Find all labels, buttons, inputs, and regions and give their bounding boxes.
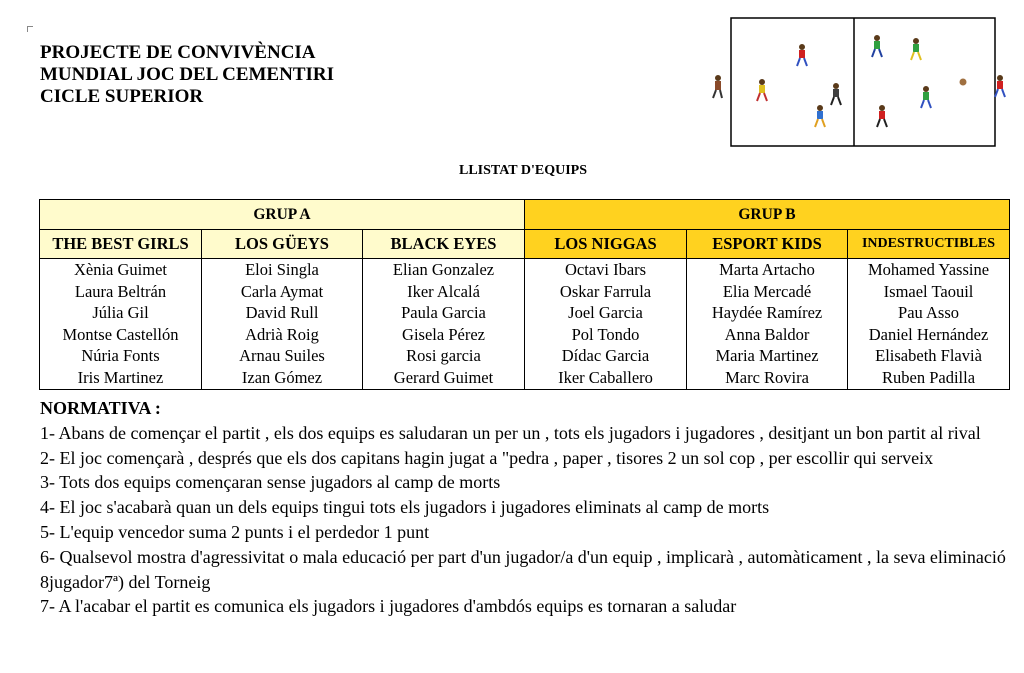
player-name: Mohamed Yassine: [868, 260, 990, 279]
page-corner-mark: [27, 26, 33, 32]
team-name: LOS NIGGAS: [525, 230, 687, 259]
team-roster: [848, 259, 1010, 390]
player-name: Iris Martinez: [77, 367, 164, 387]
player-name: Ismael Taouil: [883, 281, 974, 301]
player-name: Gerard Guimet: [393, 367, 494, 387]
player-name: Haydée Ramírez: [711, 303, 823, 322]
player-name: Pol Tondo: [571, 324, 640, 344]
player-name: David Rull: [245, 303, 319, 322]
player-name: Paula Garcia: [401, 303, 486, 322]
player-figure: [713, 75, 722, 98]
team-name: INDESTRUCTIBLES: [848, 230, 1010, 259]
player-name: Marc Rovira: [725, 367, 809, 387]
court-boundary: [731, 18, 995, 146]
rule-item: 6- Qualsevol mostra d'agressivitat o mala educació per part d'un jugador/a d'un equip , implicarà , automàticament , la seva eliminació 8jugador7ª) del Torneig: [40, 546, 1006, 592]
player-figure: [995, 75, 1005, 97]
team-roster: [40, 259, 202, 390]
team-name: BLACK EYES: [363, 230, 525, 259]
player-name: Oskar Farrula: [559, 281, 652, 301]
ball: [960, 79, 967, 86]
court-illustration: [706, 16, 1022, 148]
team-roster: [687, 259, 848, 390]
player-name: Elisabeth Flavià: [875, 346, 982, 365]
player-name: Marta Artacho: [719, 260, 815, 279]
header-line-1: PROJECTE DE CONVIVÈNCIA: [40, 42, 316, 63]
rule-item: 2- El joc començarà , després que els dos capitans hagin jugat a "pedra , paper , tisores 2 un sol cop , per escollir qui serveix: [40, 447, 934, 468]
player-name: Pau Asso: [898, 303, 960, 322]
player-name: Octavi Ibars: [564, 260, 647, 279]
player-name: Gisela Pérez: [402, 324, 485, 344]
header-line-3: CICLE SUPERIOR: [40, 86, 204, 107]
player-name: Carla Aymat: [240, 281, 324, 301]
rule-item: 4- El joc s'acabarà quan un dels equips tingui tots els jugadors i jugadores eliminats al camp de morts: [40, 497, 770, 518]
player-name: Núria Fonts: [81, 346, 160, 365]
document-header: [40, 42, 334, 108]
group-b-header: GRUP B: [525, 200, 1010, 230]
player-name: Ruben Padilla: [882, 367, 976, 387]
team-roster: [525, 259, 687, 390]
player-name: Izan Gómez: [241, 367, 323, 387]
player-name: Elia Mercadé: [722, 281, 812, 301]
player-name: Arnau Suiles: [239, 346, 325, 365]
player-name: Dídac Garcia: [561, 346, 650, 365]
teams-table: [39, 199, 1010, 390]
rules-title: NORMATIVA :: [40, 398, 161, 418]
player-name: Maria Martinez: [715, 346, 819, 365]
player-name: Joel Garcia: [568, 303, 643, 322]
team-name: ESPORT KIDS: [687, 230, 848, 259]
header-line-2: MUNDIAL JOC DEL CEMENTIRI: [40, 64, 335, 85]
rule-item: 1- Abans de començar el partit , els dos equips es saludaran un per un , tots els jugadors i jugadores , desitjant un bon partit al rival: [40, 422, 981, 443]
team-name: THE BEST GIRLS: [40, 230, 202, 259]
player-name: Laura Beltrán: [74, 281, 167, 301]
rule-item: 7- A l'acabar el partit es comunica els jugadors i jugadores d'ambdós equips es tornaran a saludar: [40, 596, 737, 617]
player-name: Iker Alcalá: [407, 281, 480, 301]
rule-item: 5- L'equip vencedor suma 2 punts i el perdedor 1 punt: [40, 521, 430, 542]
player-name: Adrià Roig: [245, 324, 319, 344]
player-name: Júlia Gil: [92, 303, 149, 322]
rule-item: 3- Tots dos equips començaran sense jugadors al camp de morts: [40, 472, 501, 493]
player-name: Daniel Hernández: [868, 324, 989, 344]
player-name: Anna Baldor: [724, 324, 810, 344]
group-a-header: GRUP A: [40, 200, 525, 230]
player-name: Xènia Guimet: [73, 260, 167, 279]
player-name: Montse Castellón: [62, 324, 179, 344]
team-list-title: LLISTAT D'EQUIPS: [459, 163, 587, 178]
team-roster: [202, 259, 363, 390]
player-name: Rosi garcia: [406, 346, 481, 365]
rules-section: [40, 396, 1015, 619]
team-roster: [363, 259, 525, 390]
player-name: Iker Caballero: [558, 367, 653, 387]
team-name: LOS GÜEYS: [202, 230, 363, 259]
player-name: Elian Gonzalez: [392, 260, 495, 279]
player-name: Eloi Singla: [245, 260, 319, 279]
